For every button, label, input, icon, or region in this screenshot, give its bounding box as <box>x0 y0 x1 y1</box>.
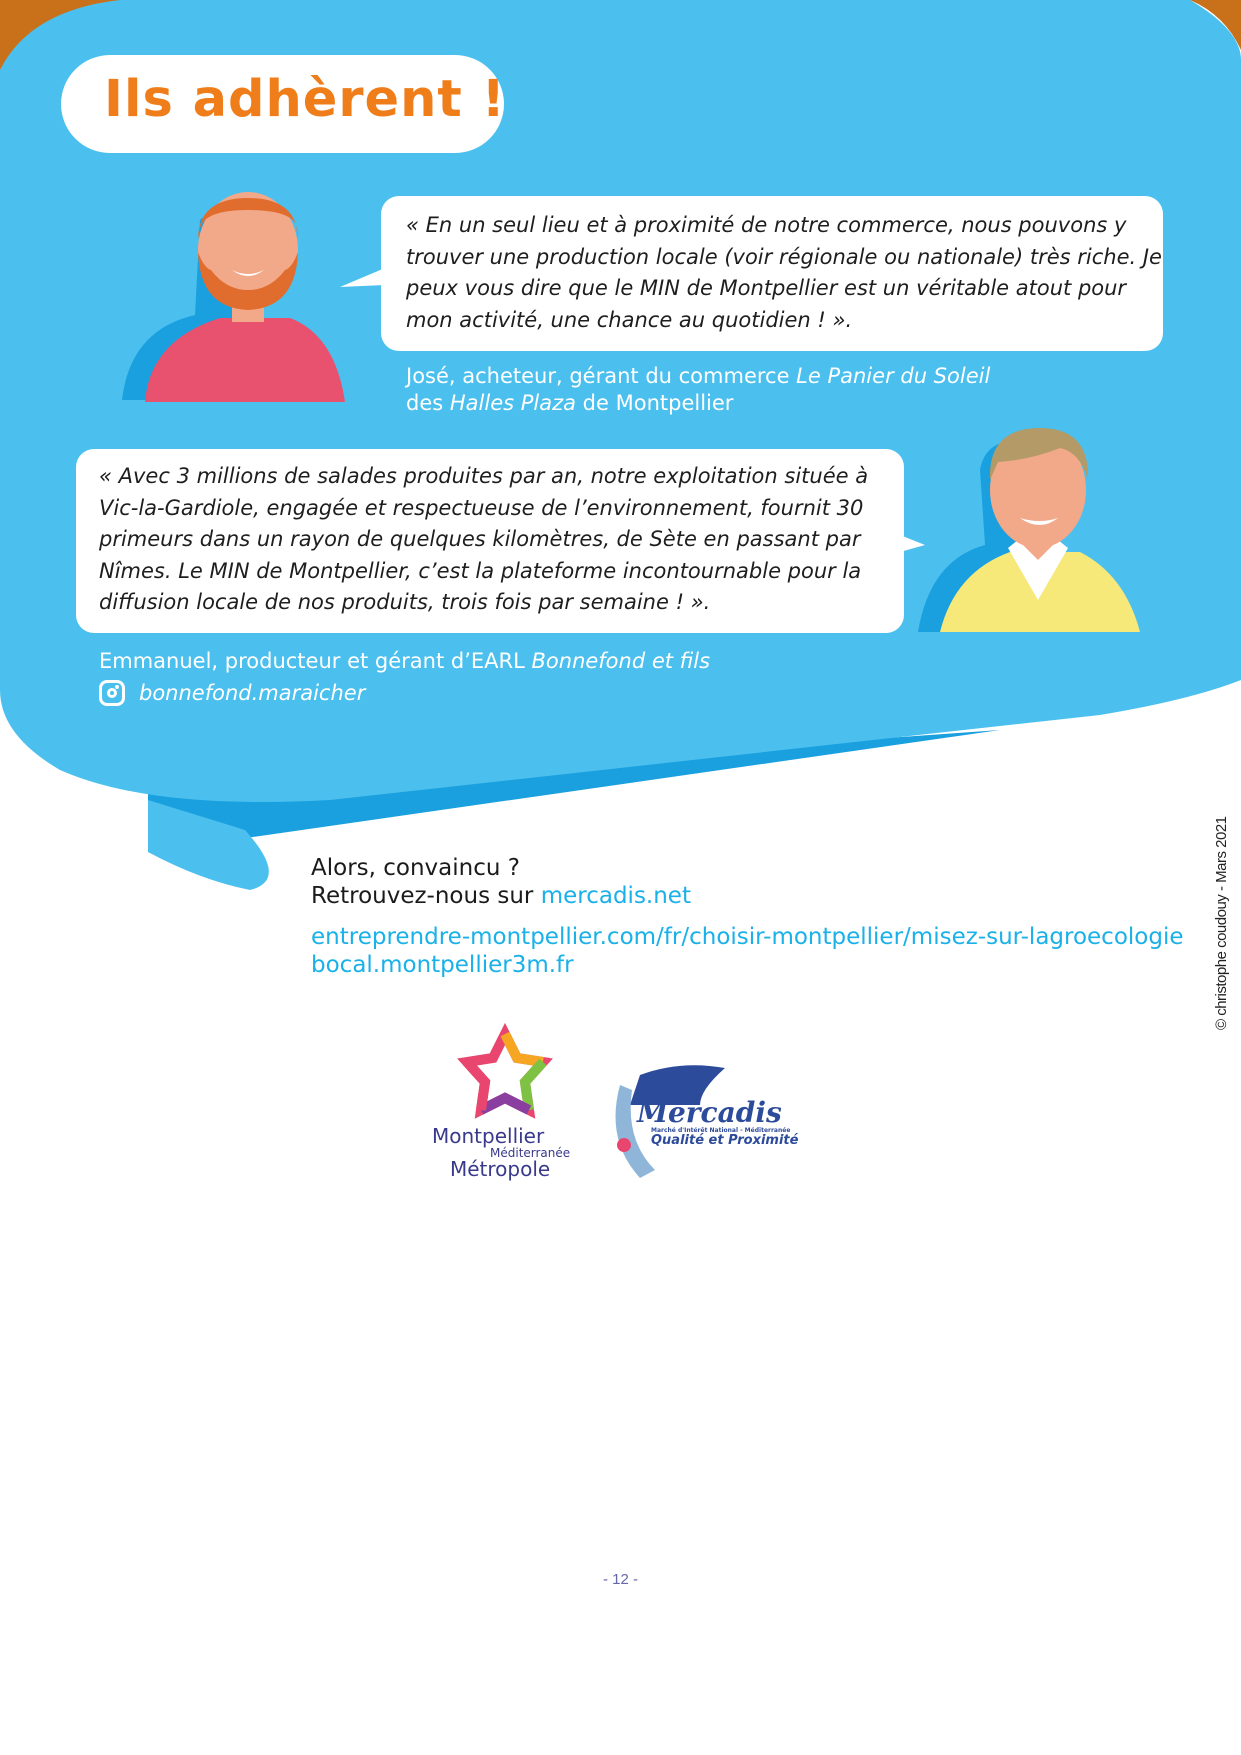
testimonial-quote-emmanuel: « Avec 3 millions de salades produites par an, notre exploitation située à Vic-la-Gardiole, engagée et respectueuse de l’environnement, fournit 30 primeurs dans un rayon de quelques kilomètres, de Sète en passant par Nîmes. Le MIN de Montpellier, c’est la plateforme incontournable pour la diffusion locale de nos produits, trois fois par semaine ! ». <box>99 464 869 614</box>
mercadis-logo-subtitle: Marché d'Intérêt National - Méditerranée <box>651 1127 791 1134</box>
mercadis-logo-tagline: Qualité et Proximité <box>651 1133 799 1148</box>
metropole-logo-line2: Méditerranée <box>490 1146 571 1160</box>
company-name: Bonnefond et fils <box>531 649 711 673</box>
entreprendre-link[interactable]: entreprendre-montpellier.com/fr/choisir-montpellier/misez-sur-lagroecologie <box>311 924 1184 950</box>
instagram-link[interactable] <box>99 680 365 706</box>
page-number: - 12 - <box>602 1571 638 1588</box>
credit-text: José, acheteur, gérant du commerce <box>406 364 797 388</box>
testimonial-credit-jose <box>406 363 990 417</box>
instagram-handle: bonnefond.maraicher <box>139 681 366 705</box>
shop-name: Le Panier du Soleil <box>796 364 991 388</box>
credit-text: de Montpellier <box>576 391 734 415</box>
mercadis-logo-name: Mercadis <box>637 1096 782 1129</box>
cta-line <box>311 882 691 910</box>
metropole-logo-line1: Montpellier <box>432 1124 545 1148</box>
page-title: Ils adhèrent ! <box>104 70 506 129</box>
cta-prefix: Retrouvez-nous sur <box>311 883 541 909</box>
testimonial-credit-emmanuel <box>99 648 710 675</box>
metropole-logo-line3: Métropole <box>450 1157 551 1181</box>
photo-credit: © christophe coudouy - Mars 2021 <box>1213 816 1230 1030</box>
testimonial-quote-jose: « En un seul lieu et à proximité de notre commerce, nous pouvons y trouver une production locale (voir régionale ou nationale) très riche. Je peux vous dire que le MIN de Montpellier est un véritable atout pour mon activité, une chance au quotidien ! ». <box>406 213 1162 332</box>
credit-text: des <box>406 391 450 415</box>
credit-text: Emmanuel, producteur et gérant d’EARL <box>99 649 532 673</box>
instagram-icon <box>99 680 125 706</box>
cta-question: Alors, convaincu ? <box>311 855 520 881</box>
metropole-star-logo <box>467 1034 543 1110</box>
bocal-link[interactable]: bocal.montpellier3m.fr <box>311 952 574 978</box>
place-name: Halles Plaza <box>449 391 576 415</box>
mercadis-link[interactable]: mercadis.net <box>540 883 691 909</box>
